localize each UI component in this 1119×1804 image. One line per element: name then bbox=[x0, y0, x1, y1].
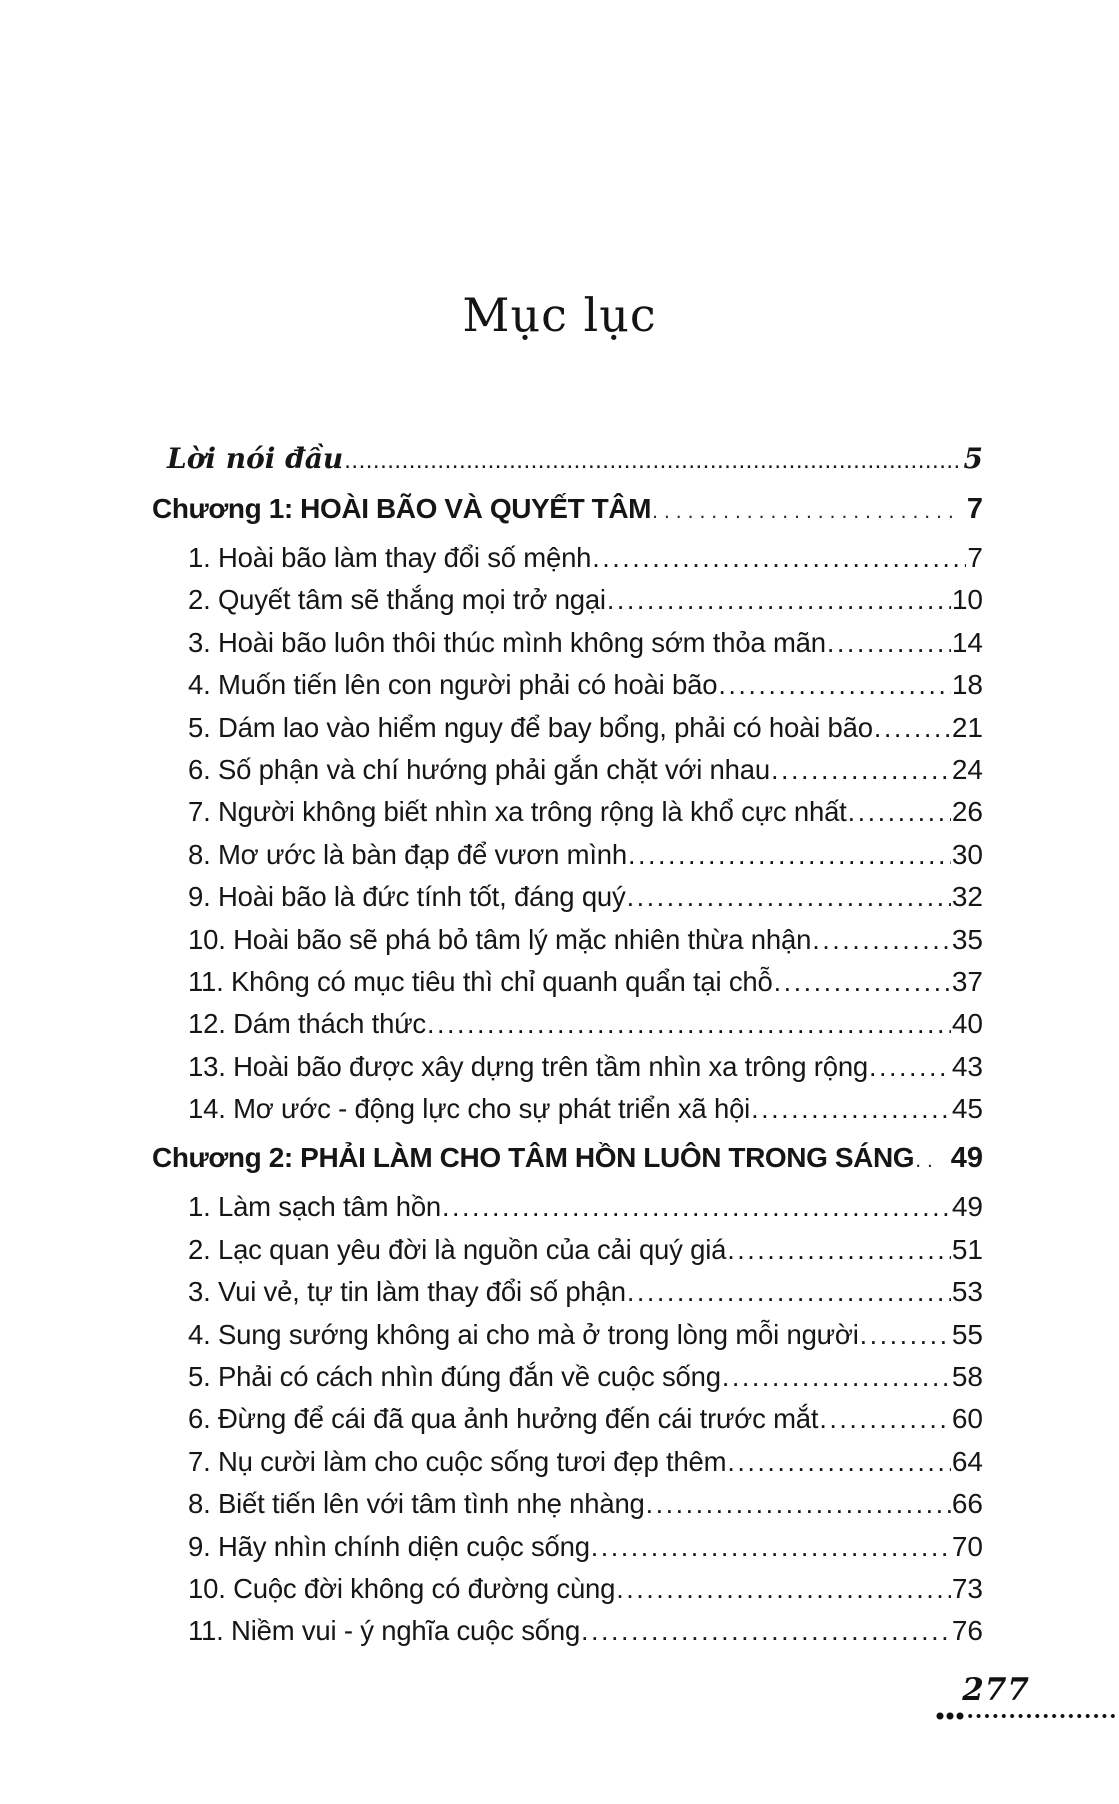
toc-entry-page: 24 bbox=[951, 753, 983, 785]
toc-row bbox=[152, 664, 983, 706]
toc-entry-page: 60 bbox=[951, 1403, 983, 1435]
toc-entry-page: 58 bbox=[951, 1361, 983, 1393]
toc-entry-label: 7. Người không biết nhìn xa trông rộng là khổ cực nhất bbox=[188, 796, 847, 828]
toc-row bbox=[152, 1186, 983, 1228]
dot-leader bbox=[869, 1046, 951, 1088]
toc-entry-label: 11. Không có mục tiêu thì chỉ quanh quẩn tại chỗ bbox=[188, 965, 773, 997]
page-title: Mục lục bbox=[462, 288, 657, 342]
dot-leader bbox=[874, 707, 951, 749]
dot-leader bbox=[727, 1229, 951, 1271]
toc-row bbox=[152, 961, 983, 1003]
toc-entry-page: 7 bbox=[967, 542, 983, 573]
toc-entry-label: 9. Hoài bão là đức tính tốt, đáng quý bbox=[188, 881, 626, 913]
dot-leader bbox=[819, 1398, 951, 1440]
toc-entry-label: 10. Hoài bão sẽ phá bỏ tâm lý mặc nhiên thừa nhận bbox=[188, 923, 812, 955]
dot-leader bbox=[427, 1003, 951, 1045]
dot-leader bbox=[627, 876, 951, 918]
dot-leader bbox=[628, 834, 951, 876]
toc-entry-page: 49 bbox=[951, 1191, 983, 1223]
toc-row bbox=[152, 579, 983, 621]
toc-entry-label: 2. Quyết tâm sẽ thắng mọi trở ngại bbox=[188, 584, 606, 616]
toc-entry-label: 10. Cuộc đời không có đường cùng bbox=[188, 1572, 616, 1604]
toc-entry-page: 30 bbox=[951, 838, 983, 870]
toc-row bbox=[152, 1130, 983, 1186]
toc-row bbox=[152, 1483, 983, 1525]
toc-entry-page: 5 bbox=[963, 442, 983, 475]
toc-entry-label: 4. Sung sướng không ai cho mà ở trong lòng mỗi người bbox=[188, 1318, 859, 1350]
folio-number: 277 bbox=[962, 1672, 1030, 1708]
toc-row bbox=[152, 1526, 983, 1568]
toc-entry-page: 43 bbox=[951, 1050, 983, 1082]
toc-entry-label: 13. Hoài bão được xây dựng trên tầm nhìn xa trông rộng bbox=[188, 1050, 869, 1082]
toc-entry-label: 8. Biết tiến lên với tâm tình nhẹ nhàng bbox=[188, 1488, 645, 1520]
toc-entry-page: 51 bbox=[951, 1233, 983, 1265]
dot-leader bbox=[722, 1356, 951, 1398]
toc-entry-page: 21 bbox=[951, 711, 983, 743]
toc-row bbox=[152, 1610, 983, 1652]
toc-entry-page: 76 bbox=[951, 1615, 983, 1647]
toc-entry-label: 11. Niềm vui - ý nghĩa cuộc sống bbox=[188, 1615, 581, 1647]
toc-entry-page: 45 bbox=[951, 1093, 983, 1125]
toc-entry-page: 7 bbox=[966, 493, 983, 525]
dot-leader bbox=[751, 1088, 951, 1130]
toc-row bbox=[152, 481, 983, 537]
toc-row bbox=[152, 1229, 983, 1271]
toc-row bbox=[152, 1271, 983, 1313]
toc-entry-page: 18 bbox=[951, 669, 983, 701]
dot-leader bbox=[591, 1526, 951, 1568]
toc-row bbox=[152, 834, 983, 876]
toc-row bbox=[152, 537, 983, 579]
dot-leader bbox=[774, 961, 951, 1003]
dot-leader bbox=[344, 439, 962, 481]
toc-row bbox=[152, 707, 983, 749]
toc-entry-page: 49 bbox=[950, 1142, 983, 1175]
toc-entry-label: 8. Mơ ước là bàn đạp để vươn mình bbox=[188, 838, 627, 870]
toc-row bbox=[152, 1088, 983, 1130]
dot-leader bbox=[442, 1186, 951, 1228]
dot-leader bbox=[627, 1271, 951, 1313]
toc-entry-page: 35 bbox=[951, 923, 983, 955]
toc-row bbox=[152, 1003, 983, 1045]
dot-leader bbox=[592, 537, 966, 579]
toc-entry-page: 70 bbox=[951, 1530, 983, 1562]
dot-leader bbox=[812, 919, 951, 961]
toc-row bbox=[152, 1356, 983, 1398]
toc-entry-label: 1. Làm sạch tâm hồn bbox=[188, 1191, 442, 1223]
dot-leader bbox=[581, 1610, 951, 1652]
toc-entry-label: 2. Lạc quan yêu đời là nguồn của cải quý giá bbox=[188, 1233, 727, 1265]
toc-row bbox=[152, 1568, 983, 1610]
toc-entry-label: 3. Vui vẻ, tự tin làm thay đổi số phận bbox=[188, 1276, 626, 1308]
toc-entry-label: 9. Hãy nhìn chính diện cuộc sống bbox=[188, 1530, 590, 1562]
toc-entry-label: 6. Đừng để cái đã qua ảnh hưởng đến cái trước mắt bbox=[188, 1403, 819, 1435]
toc-entry-label: 12. Dám thách thức bbox=[188, 1008, 426, 1040]
dot-leader bbox=[860, 1314, 951, 1356]
toc-entry-label: Chương 1: HOÀI BÃO VÀ QUYẾT TÂM bbox=[152, 493, 652, 524]
dot-leader bbox=[607, 579, 951, 621]
toc-row bbox=[152, 876, 983, 918]
toc-row bbox=[152, 749, 983, 791]
toc-entry-page: 40 bbox=[951, 1008, 983, 1040]
footer-big-dots bbox=[935, 1711, 966, 1721]
toc-entry-page: 73 bbox=[951, 1572, 983, 1604]
dot-leader bbox=[616, 1568, 951, 1610]
toc-entry-label: 7. Nụ cười làm cho cuộc sống tươi đẹp thêm bbox=[188, 1445, 727, 1477]
toc-row bbox=[152, 1398, 983, 1440]
toc-entry-page: 10 bbox=[951, 584, 983, 616]
toc-entry-label: 6. Số phận và chí hướng phải gắn chặt với nhau bbox=[188, 753, 770, 785]
dot-leader bbox=[652, 484, 954, 537]
toc-row bbox=[152, 919, 983, 961]
dot-leader bbox=[727, 1441, 951, 1483]
toc-row bbox=[152, 791, 983, 833]
toc-row bbox=[152, 1314, 983, 1356]
toc-entry-label: 3. Hoài bão luôn thôi thúc mình không sớm thỏa mãn bbox=[188, 626, 826, 658]
toc-entry-label: 14. Mơ ước - động lực cho sự phát triển xã hội bbox=[188, 1093, 751, 1125]
toc-entry-page: 64 bbox=[951, 1445, 983, 1477]
toc-entry-label: Lời nói đầu bbox=[167, 442, 344, 475]
footer-small-dots bbox=[966, 1711, 1119, 1721]
dot-leader bbox=[771, 749, 951, 791]
toc-entry-label: 4. Muốn tiến lên con người phải có hoài bão bbox=[188, 669, 718, 701]
toc-row bbox=[152, 622, 983, 664]
footer-dotted-rule bbox=[935, 1709, 1119, 1723]
toc-entry-page: 55 bbox=[951, 1318, 983, 1350]
toc-entry-page: 37 bbox=[951, 965, 983, 997]
toc-entry-label: 5. Dám lao vào hiểm nguy để bay bổng, phải có hoài bão bbox=[188, 711, 873, 743]
toc-entry-page: 32 bbox=[951, 881, 983, 913]
table-of-contents bbox=[152, 437, 983, 1653]
dot-leader bbox=[848, 791, 951, 833]
toc-row bbox=[152, 437, 983, 481]
toc-entry-page: 53 bbox=[951, 1276, 983, 1308]
dot-leader bbox=[827, 622, 951, 664]
dot-leader bbox=[718, 664, 951, 706]
dot-leader bbox=[646, 1483, 951, 1525]
toc-entry-page: 66 bbox=[951, 1488, 983, 1520]
dot-leader bbox=[915, 1133, 938, 1186]
toc-entry-label: 5. Phải có cách nhìn đúng đắn về cuộc sống bbox=[188, 1361, 721, 1393]
toc-entry-label: 1. Hoài bão làm thay đổi số mệnh bbox=[188, 542, 592, 573]
toc-row bbox=[152, 1441, 983, 1483]
toc-entry-page: 14 bbox=[951, 626, 983, 658]
toc-entry-label: Chương 2: PHẢI LÀM CHO TÂM HỒN LUÔN TRONG SÁNG bbox=[152, 1142, 915, 1174]
toc-entry-page: 26 bbox=[951, 796, 983, 828]
toc-row bbox=[152, 1046, 983, 1088]
